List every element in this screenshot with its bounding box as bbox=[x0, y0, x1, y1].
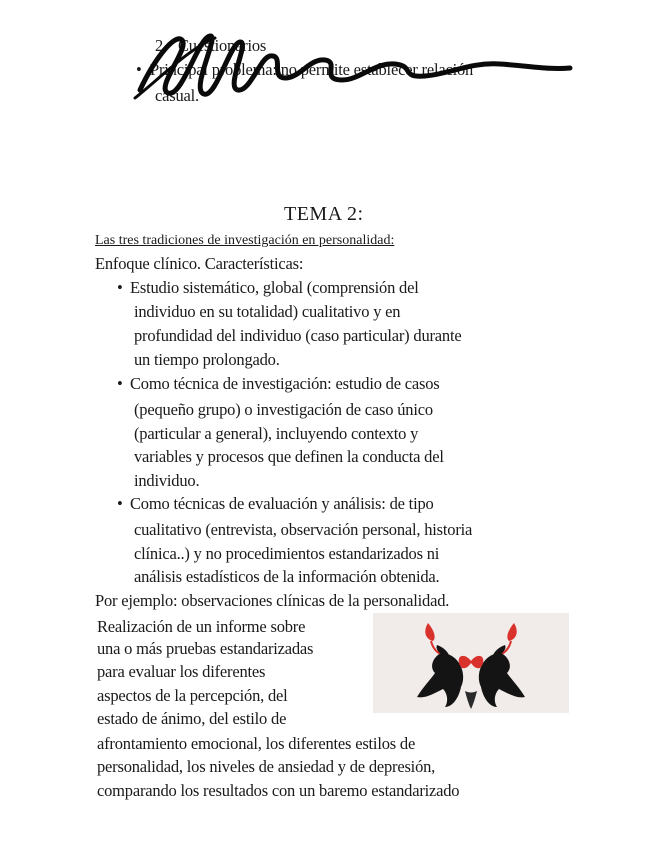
paragraph-line: Realización de un informe sobre bbox=[97, 617, 306, 636]
bullet-line: casual. bbox=[155, 86, 199, 105]
bullet-line: variables y procesos que definen la conducta del bbox=[134, 447, 444, 466]
bullet-line: Como técnicas de evaluación y análisis: de tipo bbox=[130, 494, 434, 513]
bullet-glyph: • bbox=[136, 60, 142, 79]
paragraph-line: aspectos de la percepción, del bbox=[97, 686, 288, 705]
bullet-line: un tiempo prolongado. bbox=[134, 350, 280, 369]
bullet-line: (particular a general), incluyendo contexto y bbox=[134, 424, 419, 443]
bullet-line: Como técnica de investigación: estudio de casos bbox=[130, 374, 440, 393]
page-title: TEMA 2: bbox=[284, 203, 364, 225]
scribble-strikeout bbox=[120, 18, 580, 108]
bullet-line: cualitativo (entrevista, observación personal, historia bbox=[134, 520, 473, 539]
bullet-line: clínica..) y no procedimientos estandarizados ni bbox=[134, 544, 440, 563]
bullet-line: individuo en su totalidad) cualitativo y en bbox=[134, 302, 401, 321]
paragraph-line: una o más pruebas estandarizadas bbox=[97, 639, 314, 658]
bullet-line: individuo. bbox=[134, 471, 200, 490]
bullet-glyph: • bbox=[117, 374, 123, 393]
bullet-line: Principal problema: no permite establecer relación bbox=[150, 60, 474, 79]
paragraph-line: personalidad, los niveles de ansiedad y de depresión, bbox=[97, 757, 436, 776]
bullet-glyph: • bbox=[117, 494, 123, 513]
list-item-number: 2. bbox=[155, 36, 167, 55]
rorschach-inkblot-image bbox=[373, 613, 569, 713]
intro-text: Enfoque clínico. Características: bbox=[95, 254, 304, 273]
bullet-line: Estudio sistemático, global (comprensión del bbox=[130, 278, 419, 297]
bullet-line: análisis estadísticos de la información obtenida. bbox=[134, 567, 440, 586]
paragraph-line: comparando los resultados con un baremo estandarizado bbox=[97, 781, 460, 800]
example-text: Por ejemplo: observaciones clínicas de la personalidad. bbox=[95, 591, 450, 610]
paragraph-line: afrontamiento emocional, los diferentes estilos de bbox=[97, 734, 416, 753]
list-item-label: Cuestionarios bbox=[178, 36, 267, 55]
bullet-glyph: • bbox=[117, 278, 123, 297]
bullet-line: profundidad del individuo (caso particular) durante bbox=[134, 326, 462, 345]
bullet-line: (pequeño grupo) o investigación de caso único bbox=[134, 400, 433, 419]
paragraph-line: para evaluar los diferentes bbox=[97, 662, 266, 681]
paragraph-line: estado de ánimo, del estilo de bbox=[97, 709, 287, 728]
section-subtitle: Las tres tradiciones de investigación en personalidad: bbox=[95, 233, 395, 248]
